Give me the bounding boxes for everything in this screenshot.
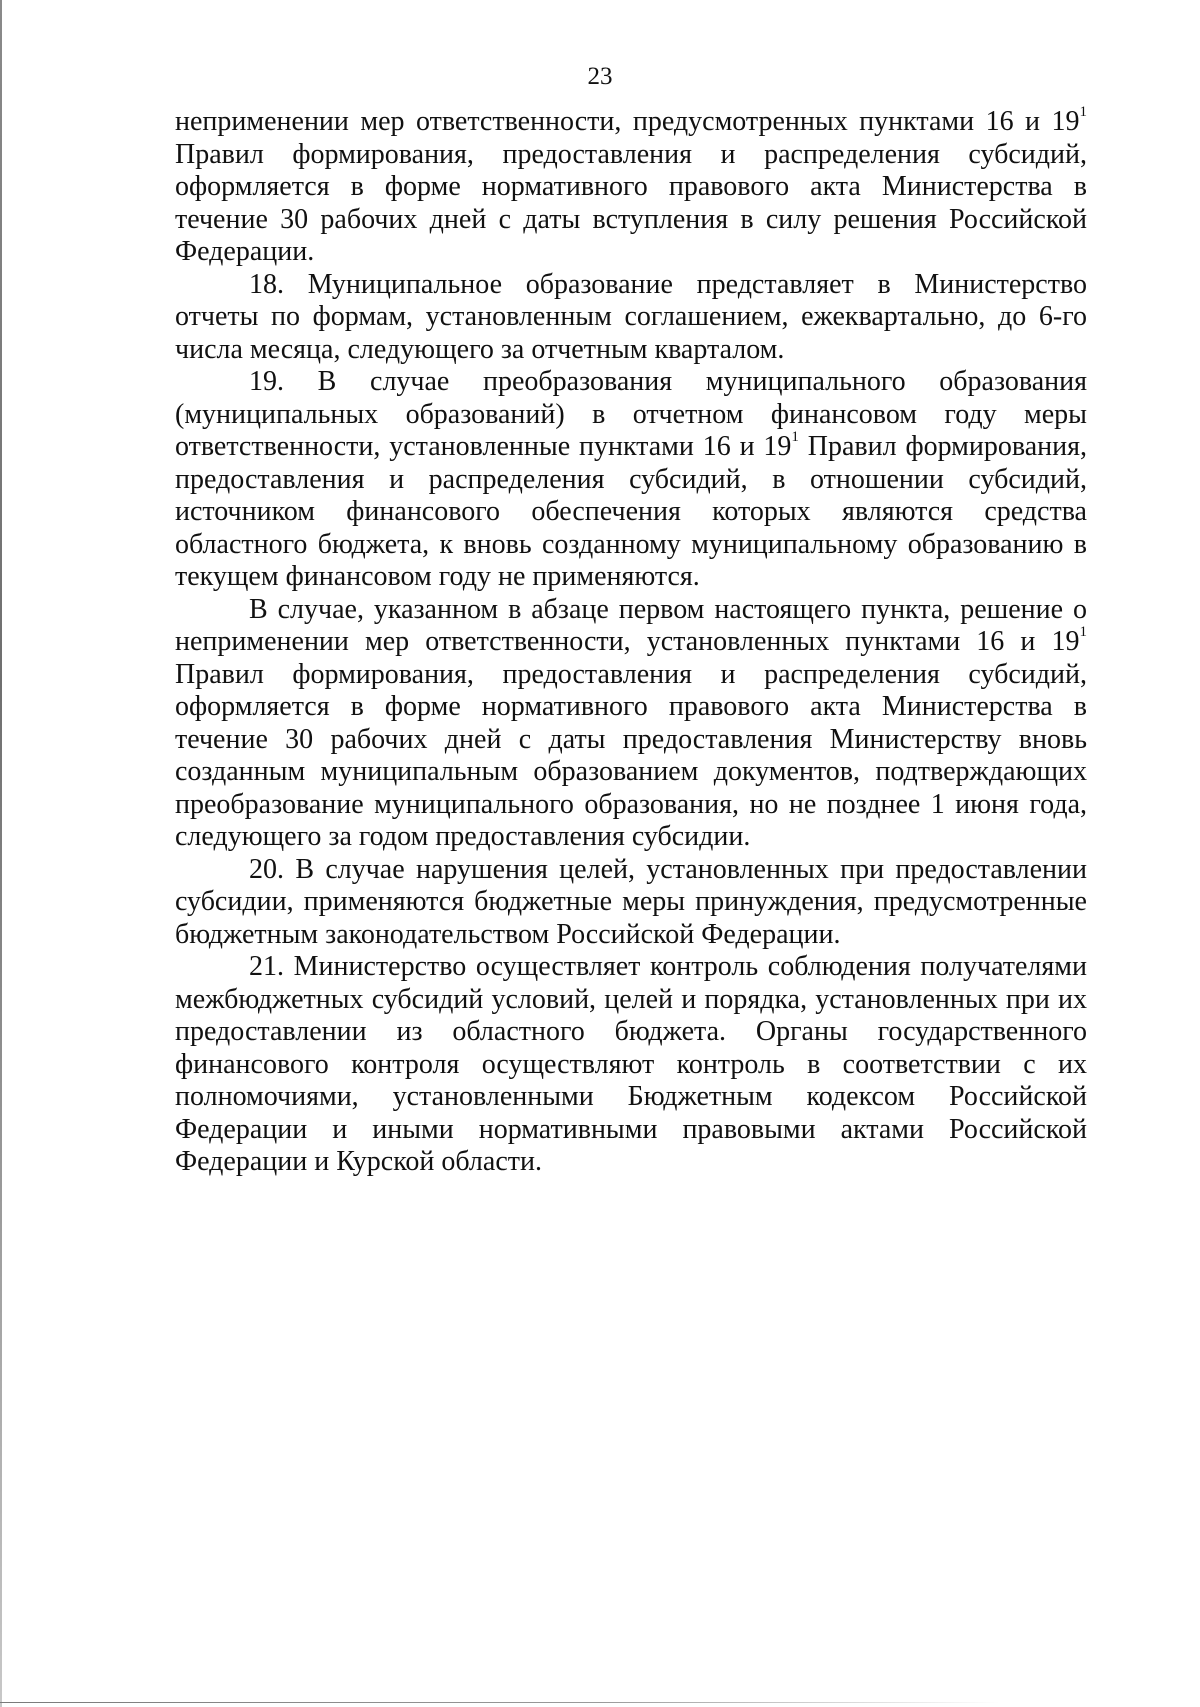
footnote-superscript: 1 [1079,624,1087,640]
paragraph-text: 21. Министерство осуществляет контроль соблюдения получателями межбюджетных субсидий условий, целей и порядка, установленных при их предоставлении из областного бюджета. Органы государственного финансового контроля осуществляют контроль в соответствии с их полномочиями, установленными Бюджетным кодексом Российской Федерации и иными нормативными правовыми актами Российской Федерации и Курской области. [175,951,1087,1177]
paragraph [175,951,1087,1179]
paragraph-text: 19. В случае преобразования муниципального образования (муниципальных образований) в отчетном финансовом году меры ответственности, установленные пунктами 16 и 19 [175,366,1087,462]
footnote-superscript: 1 [791,429,799,445]
paragraph-text: В случае, указанном в абзаце первом настоящего пункта, решение о неприменении мер ответственности, установленных пунктами 16 и 19 [175,593,1087,657]
paragraph-text: Правил формирования, предоставления и распределения субсидий, оформляется в форме нормативного правового акта Министерства в течение 30 рабочих дней с даты предоставления Министерству вновь созданным муниципальным образованием документов, подтверждающих преобразование муниципального образования, но не позднее 1 июня года, следующего за годом предоставления субсидии. [175,658,1087,852]
paragraph [175,269,1087,367]
scan-edge-left [0,0,2,1707]
paragraph-text: неприменении мер ответственности, предусмотренных пунктами 16 и 19 [175,106,1080,137]
paragraph-text: 18. Муниципальное образование представляет в Министерство отчеты по формам, установленным соглашением, ежеквартально, до 6-го числа месяца, следующего за отчетным кварталом. [175,268,1087,365]
footnote-superscript: 1 [1079,104,1087,120]
paragraph [175,106,1087,269]
paragraph-text: Правил формирования, предоставления и распределения субсидий, в отношении субсидий, источником финансового обеспечения которых являются средства областного бюджета, к вновь созданному муниципальному образованию в текущем финансовом году не применяются. [175,431,1087,592]
paragraph [175,366,1087,594]
paragraph-text: 20. В случае нарушения целей, установленных при предоставлении субсидии, применяются бюджетные меры принуждения, предусмотренные бюджетным законодательством Российской Федерации. [175,853,1087,950]
page-number: 23 [587,63,613,90]
paragraph-text: Правил формирования, предоставления и распределения субсидий, оформляется в форме нормативного правового акта Министерства в течение 30 рабочих дней с даты вступления в силу решения Российской Федерации. [175,138,1087,267]
scan-edge-bottom [0,1702,1000,1703]
document-body [175,106,1087,1179]
paragraph [175,854,1087,952]
paragraph [175,594,1087,854]
